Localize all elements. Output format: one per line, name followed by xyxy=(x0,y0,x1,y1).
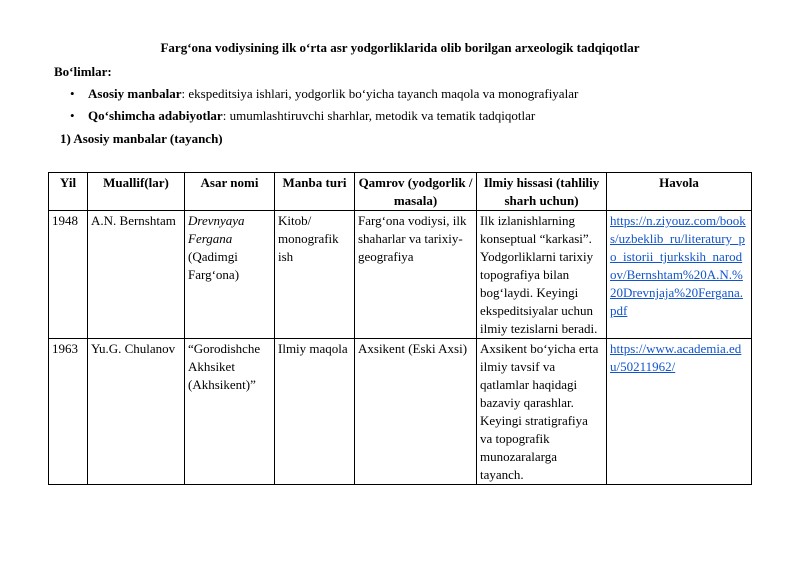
cell-author: A.N. Bernshtam xyxy=(88,211,185,339)
table-row xyxy=(49,339,752,485)
cell-scope: Axsikent (Eski Axsi) xyxy=(355,339,477,485)
section-bullet-list xyxy=(70,86,578,130)
header-year: Yil xyxy=(49,173,88,211)
cell-author: Yu.G. Chulanov xyxy=(88,339,185,485)
header-work-title: Asar nomi xyxy=(185,173,275,211)
header-authors: Muallif(lar) xyxy=(88,173,185,211)
bullet-main-sources xyxy=(70,86,578,108)
subheading-main-sources: 1) Asosiy manbalar (tayanch) xyxy=(60,131,223,146)
header-link: Havola xyxy=(607,173,752,211)
header-scope: Qamrov (yodgorlik / masala) xyxy=(355,173,477,211)
bullet-description: : umumlashtiruvchi sharhlar, metodik va tematik tadqiqotlar xyxy=(222,108,536,123)
bullet-description: : ekspeditsiya ishlari, yodgorlik bo‘yicha tayanch maqola va monografiyalar xyxy=(181,86,579,101)
header-source-type: Manba turi xyxy=(275,173,355,211)
cell-source-type: Ilmiy maqola xyxy=(275,339,355,485)
cell-source-type: Kitob/ monografik ish xyxy=(275,211,355,339)
cell-year: 1963 xyxy=(49,339,88,485)
source-link[interactable]: https://n.ziyouz.com/books/uzbeklib_ru/literatury_po_istorii_tjurkskih_narodov/Bernshtam%20A.N.%20Drevnjaja%20Fergana.pdf xyxy=(610,213,746,318)
document-title: Farg‘ona vodiysining ilk o‘rta asr yodgorliklarida olib borilgan arxeologik tadqiqotlar xyxy=(160,40,640,55)
table-row xyxy=(49,211,752,339)
sections-label: Bo‘limlar: xyxy=(54,64,112,79)
work-title-italic: Drevnyaya Fergana xyxy=(188,213,245,246)
bullet-dot: • xyxy=(70,108,75,123)
bullet-bold-label: Qo‘shimcha adabiyotlar xyxy=(88,108,223,123)
bullet-extra-literature xyxy=(70,108,578,130)
bullet-bold-label: Asosiy manbalar xyxy=(88,86,182,101)
table-header-row xyxy=(49,173,752,211)
cell-link xyxy=(607,211,752,339)
cell-contribution: Ilk izlanishlarning konseptual “karkasi”. Yodgorliklarni tarixiy topografiya bilan bog‘laydi. Keyingi ekspeditsiyalar uchun ilmiy tezislarni beradi. xyxy=(477,211,607,339)
header-contribution: Ilmiy hissasi (tahliliy sharh uchun) xyxy=(477,173,607,211)
cell-scope: Farg‘ona vodiysi, ilk shaharlar va tarixiy-geografiya xyxy=(355,211,477,339)
source-link[interactable]: https://www.academia.edu/50211962/ xyxy=(610,341,742,374)
cell-link xyxy=(607,339,752,485)
work-title-rest: “Gorodishche Akhsiket (Akhsikent)” xyxy=(188,341,261,392)
bullet-dot: • xyxy=(70,86,75,101)
cell-contribution: Axsikent bo‘yicha erta ilmiy tavsif va qatlamlar haqidagi bazaviy qarashlar. Keyingi stratigrafiya va topografik munozaralarga tayanch. xyxy=(477,339,607,485)
cell-year: 1948 xyxy=(49,211,88,339)
work-title-rest: (Qadimgi Farg‘ona) xyxy=(188,249,240,282)
cell-work-title xyxy=(185,339,275,485)
sources-table xyxy=(48,172,752,485)
cell-work-title xyxy=(185,211,275,339)
